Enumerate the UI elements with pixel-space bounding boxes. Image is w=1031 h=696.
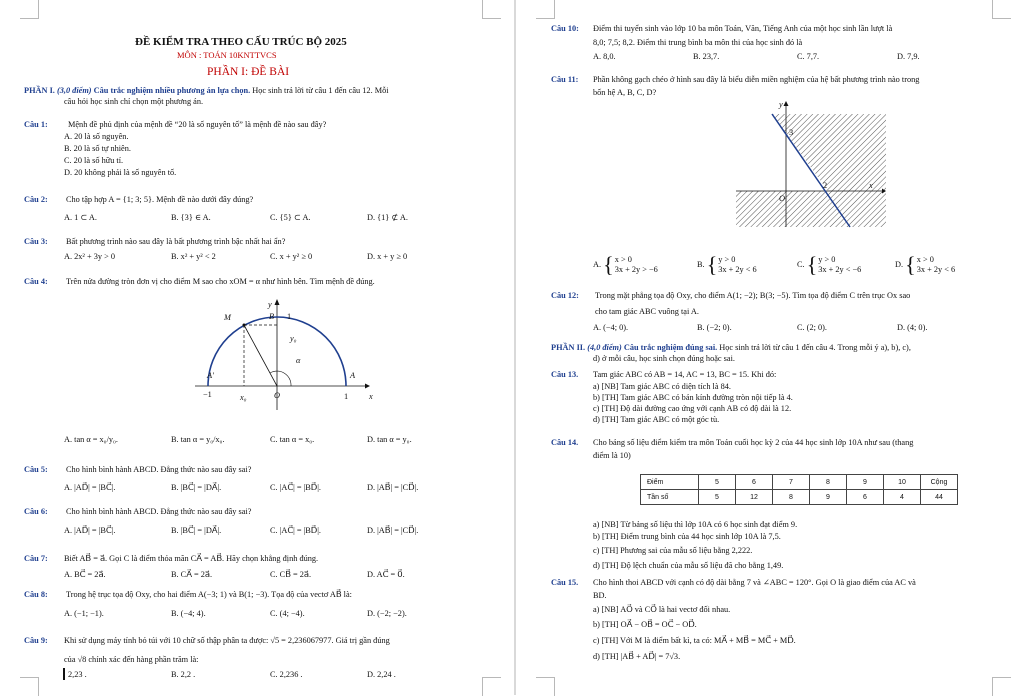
- q8-number: Câu 8:: [24, 590, 48, 599]
- q11-c-line2: 3x + 2y < −6: [818, 265, 862, 274]
- q8-option-c[interactable]: C. (4; −4).: [270, 609, 305, 618]
- q15-text: Cho hình thoi ABCD với cạnh có độ dài bằng 7 và ∠ABC = 120°. Gọi O là giao điểm của AC và: [593, 578, 916, 587]
- q11-option-a-letter: A.: [593, 259, 602, 269]
- hatched-right-region: [772, 114, 886, 191]
- inequality-region-graph: [736, 100, 886, 230]
- q4-option-d[interactable]: D. tan α = y₀.: [367, 435, 412, 444]
- fig-label-a: A: [350, 371, 356, 380]
- table-cell: 6: [847, 490, 884, 505]
- q11-option-d[interactable]: [895, 252, 956, 277]
- q4-option-a[interactable]: A. tan α = x₀/y₀.: [64, 435, 118, 444]
- q11-option-b[interactable]: [697, 252, 757, 277]
- crop-mark: [536, 0, 555, 19]
- q5-text: Cho hình bình hành ABCD. Đẳng thức nào sau đây sai?: [66, 465, 252, 474]
- q11-a-line1: x > 0: [614, 255, 632, 264]
- q13-item-d[interactable]: d) [TH] Tam giác ABC có một góc tù.: [593, 415, 720, 424]
- q4-number: Câu 4:: [24, 277, 48, 286]
- q9-option-d[interactable]: D. 2,24 .: [367, 670, 396, 679]
- q15-item-c[interactable]: c) [TH] Với M là điểm bất kì, ta có: MA⃗ + MB⃗ = MC⃗ + MD⃗.: [593, 636, 796, 645]
- fig-label-one-x: 1: [344, 392, 349, 401]
- system-lines: [818, 255, 861, 275]
- y-axis-arrow: [275, 299, 280, 305]
- q11-b-line2: 3x + 2y < 6: [718, 265, 757, 274]
- fig-label-o: O: [274, 391, 280, 400]
- q9-option-b[interactable]: B. 2,2 .: [171, 670, 196, 679]
- q12-text: Trong mặt phẳng tọa độ Oxy, cho điểm A(1; −2); B(3; −5). Tìm tọa độ điểm C trên trục Ox sao: [595, 291, 911, 300]
- q10-option-c[interactable]: C. 7,7.: [797, 52, 820, 61]
- table-cell: 12: [736, 490, 773, 505]
- q9-number: Câu 9:: [24, 636, 48, 645]
- q3-option-b[interactable]: B. x² + y² < 2: [171, 252, 216, 261]
- table-cell: 5: [699, 490, 736, 505]
- hatched-below-region: [736, 191, 886, 227]
- q4-text: Trên nửa đường tròn đơn vị cho điểm M sao cho xOM = α như hình bên. Tìm mệnh đề đúng.: [66, 277, 375, 286]
- page-title: ĐỀ KIỂM TRA THEO CẤU TRÚC BỘ 2025: [135, 36, 347, 48]
- q11-c-line1: y > 0: [818, 255, 836, 264]
- q6-option-d[interactable]: D. |AB⃗| = |CD⃗|.: [367, 526, 419, 535]
- part2-points: (4,0 điểm): [587, 343, 622, 352]
- q3-number: Câu 3:: [24, 237, 48, 246]
- q9-text: Khi sử dụng máy tính bỏ túi với 10 chữ số thập phân ta được: √5 = 2,236067977. Giá trị gần đúng: [64, 636, 390, 645]
- q13-text: Tam giác ABC có AB = 14, AC = 13, BC = 15. Khi đó:: [593, 370, 777, 379]
- table-row: [641, 475, 958, 490]
- q9-option-c[interactable]: C. 2,236 .: [270, 670, 303, 679]
- q6-option-c[interactable]: C. |AC⃗| = |BD⃗|.: [270, 526, 321, 535]
- q11-option-c[interactable]: [797, 252, 862, 277]
- q1-option-a[interactable]: A. 20 là số nguyên.: [64, 132, 129, 141]
- q11-b-line1: y > 0: [718, 255, 736, 264]
- q11-option-a[interactable]: [593, 252, 658, 277]
- fig-label-one-y: 1: [287, 312, 292, 321]
- table-row: [641, 490, 958, 505]
- q4-option-b[interactable]: B. tan α = y₀/x₀.: [171, 435, 225, 444]
- q5-option-a[interactable]: A. |AD⃗| = |BC⃗|.: [64, 483, 116, 492]
- system-lines: [917, 255, 955, 275]
- score-frequency-table: [640, 474, 958, 505]
- fig-label-b: B: [269, 312, 275, 321]
- table-header-cell: Tần số: [641, 490, 699, 505]
- q4-option-c[interactable]: C. tan α = x₀.: [270, 435, 315, 444]
- graph-label-x: x: [869, 181, 873, 190]
- part1-desc: Học sinh trả lời từ câu 1 đến câu 12. Mỗi: [252, 86, 389, 95]
- q10-text2: 8,0; 7,5; 8,2. Điểm thi trung bình ba môn thi của học sinh đó là: [593, 38, 803, 47]
- left-page: [0, 0, 515, 695]
- part2-desc2: d) ở mỗi câu, học sinh chọn đúng hoặc sai.: [593, 354, 735, 363]
- q10-option-d[interactable]: D. 7,9.: [897, 52, 920, 61]
- graph-label-o: O: [779, 194, 785, 203]
- graph-label-two: 2: [823, 181, 828, 190]
- table-cell: 9: [847, 475, 884, 490]
- q15-item-d[interactable]: d) [TH] |AB⃗ + AD⃗| = 7√3.: [593, 652, 681, 661]
- q13-item-b[interactable]: b) [TH] Tam giác ABC có bán kính đường tròn nội tiếp là 4.: [593, 393, 793, 402]
- q3-text: Bất phương trình nào sau đây là bất phương trình bậc nhất hai ẩn?: [66, 237, 286, 246]
- q1-number: Câu 1:: [24, 120, 48, 129]
- part1-desc2: câu hỏi học sinh chỉ chọn một phương án.: [64, 97, 204, 106]
- q10-text: Điểm thi tuyển sinh vào lớp 10 ba môn Toán, Văn, Tiếng Anh của một học sinh lần lượt là: [593, 24, 893, 33]
- q9-option-a[interactable]: 2,23 .: [68, 670, 87, 679]
- q7-text: Biết AB⃗ = a⃗. Gọi C là điểm thỏa mãn CA⃗ = AB⃗. Hãy chọn khẳng định đúng.: [64, 554, 319, 563]
- table-cell: 9: [810, 490, 847, 505]
- fig-label-m: M: [224, 313, 231, 322]
- part2-desc-bold: Câu trắc nghiệm đúng sai.: [623, 343, 718, 352]
- q12-option-b[interactable]: B. (−2; 0).: [697, 323, 732, 332]
- graph-label-y: y: [779, 100, 783, 109]
- q14-item-b[interactable]: b) [TH] Điểm trung bình của 44 học sinh lớp 10A là 7,5.: [593, 532, 781, 541]
- q2-option-d[interactable]: D. {1} ⊄ A.: [367, 213, 408, 222]
- q7-number: Câu 7:: [24, 554, 48, 563]
- q1-option-b[interactable]: B. 20 là số tự nhiên.: [64, 144, 131, 153]
- y-axis-arrow: [784, 101, 789, 106]
- q15-item-b[interactable]: b) [TH] OA⃗ − OB⃗ = OC⃗ − OD⃗.: [593, 620, 697, 629]
- q3-option-d[interactable]: D. x + y ≥ 0: [367, 252, 408, 261]
- part2-heading: PHẦN II.: [551, 343, 586, 352]
- q14-item-d[interactable]: d) [TH] Độ lệch chuẩn của mẫu số liệu đã cho bằng 1,49.: [593, 561, 784, 570]
- system-brace: {: [806, 252, 818, 277]
- system-lines: [615, 255, 658, 275]
- table-cell: 7: [773, 475, 810, 490]
- crop-mark: [482, 677, 501, 696]
- table-cell: 10: [884, 475, 921, 490]
- table-cell: 6: [736, 475, 773, 490]
- point-m: [243, 324, 246, 327]
- fig-label-minus-one: −1: [203, 390, 212, 399]
- q7-option-a[interactable]: A. BC⃗ = 2a⃗.: [64, 570, 106, 579]
- q9-text2: của √8 chính xác đến hàng phần trăm là:: [64, 655, 199, 664]
- q6-option-b[interactable]: B. |BC⃗| = |DA⃗|.: [171, 526, 222, 535]
- system-brace: {: [603, 252, 614, 277]
- q6-text: Cho hình bình hành ABCD. Đẳng thức nào sau đây sai?: [66, 507, 252, 516]
- q15-text2: BD.: [593, 591, 607, 600]
- q11-option-c-letter: C.: [797, 259, 805, 269]
- q7-option-c[interactable]: C. CB⃗ = 2a⃗.: [270, 570, 312, 579]
- q7-option-b[interactable]: B. CA⃗ = 2a⃗.: [171, 570, 213, 579]
- q11-text: Phần không gạch chéo ở hình sau đây là biểu diễn miền nghiệm của hệ bất phương trình nào trong: [593, 75, 920, 84]
- crop-mark: [536, 677, 555, 696]
- fig-label-y0: y₀: [290, 334, 297, 343]
- table-cell: 44: [921, 490, 958, 505]
- q12-number: Câu 12:: [551, 291, 579, 300]
- crop-mark: [992, 677, 1011, 696]
- q14-text2: điểm là 10): [593, 451, 631, 460]
- q5-number: Câu 5:: [24, 465, 48, 474]
- fig-label-x0: x₀: [240, 393, 247, 402]
- q2-option-a[interactable]: A. 1 ⊂ A.: [64, 213, 97, 222]
- q11-d-line2: 3x + 2y < 6: [916, 265, 956, 274]
- subject-line: MÔN : TOÁN 10KNTTVCS: [177, 50, 277, 60]
- system-brace: {: [706, 252, 718, 277]
- q2-text: Cho tập hợp A = {1; 3; 5}. Mệnh đề nào dưới đây đúng?: [66, 195, 254, 204]
- q8-option-d[interactable]: D. (−2; −2).: [367, 609, 407, 618]
- q10-number: Câu 10:: [551, 24, 579, 33]
- system-lines: [718, 255, 756, 275]
- part1-heading: PHẦN I.: [24, 86, 55, 95]
- q8-text: Trong hệ trục tọa độ Oxy, cho hai điểm A(−3; 1) và B(1; −3). Tọa độ của vectơ AB⃗ là:: [66, 590, 352, 599]
- q2-number: Câu 2:: [24, 195, 48, 204]
- fig-label-y: y: [268, 300, 272, 309]
- crop-mark: [20, 677, 39, 696]
- q10-option-a[interactable]: A. 8,0.: [593, 52, 616, 61]
- q11-d-line1: x > 0: [916, 255, 934, 264]
- system-brace: {: [905, 252, 916, 277]
- q1-text: Mệnh đề phủ định của mệnh đề “20 là số nguyên tố” là mệnh đề nào sau đây?: [68, 120, 327, 129]
- q6-number: Câu 6:: [24, 507, 48, 516]
- part1-instruction: [24, 86, 389, 96]
- table-cell: 8: [773, 490, 810, 505]
- q5-option-c[interactable]: C. |AC⃗| = |BD⃗|.: [270, 483, 321, 492]
- crop-mark: [482, 0, 501, 19]
- q1-option-c[interactable]: C. 20 là số hữu tỉ.: [64, 156, 124, 165]
- q11-option-d-letter: D.: [895, 259, 904, 269]
- q14-number: Câu 14.: [551, 438, 579, 447]
- part1-points: (3,0 điểm): [56, 86, 92, 95]
- q15-item-a[interactable]: a) [NB] AO⃗ và CO⃗ là hai vectơ đối nhau.: [593, 605, 731, 614]
- q5-option-d[interactable]: D. |AB⃗| = |CD⃗|.: [367, 483, 419, 492]
- table-header-cell: Điểm: [641, 475, 699, 490]
- table-cell: 4: [884, 490, 921, 505]
- table-cell: 8: [810, 475, 847, 490]
- x-axis-arrow: [365, 384, 370, 389]
- fig-label-x: x: [369, 392, 373, 401]
- q2-option-b[interactable]: B. {3} ∈ A.: [171, 213, 211, 222]
- q5-option-b[interactable]: B. |BC⃗| = |DA⃗|.: [171, 483, 222, 492]
- text-cursor: [63, 668, 65, 680]
- q3-option-a[interactable]: A. 2x² + 3y > 0: [64, 252, 116, 261]
- q10-option-b[interactable]: B. 23,7.: [693, 52, 720, 61]
- q11-a-line2: 3x + 2y > −6: [614, 265, 658, 274]
- graph-label-three: 3: [789, 128, 794, 137]
- crop-mark: [992, 0, 1011, 19]
- q11-text2: bốn hệ A, B, C, D?: [593, 88, 657, 97]
- table-cell: Cộng: [921, 475, 958, 490]
- table-cell: 5: [699, 475, 736, 490]
- q14-item-c[interactable]: c) [TH] Phương sai của mẫu số liệu bằng 2,222.: [593, 546, 753, 555]
- part1-desc-bold: Câu trắc nghiệm nhiều phương án lựa chọn.: [93, 86, 251, 95]
- part2-instruction: [551, 343, 911, 353]
- crop-mark: [20, 0, 39, 19]
- q8-option-a[interactable]: A. (−1; −1).: [64, 609, 104, 618]
- q12-option-c[interactable]: C. (2; 0).: [797, 323, 827, 332]
- q6-option-a[interactable]: A. |AD⃗| = |BC⃗|.: [64, 526, 116, 535]
- q2-option-c[interactable]: C. {5} ⊂ A.: [270, 213, 311, 222]
- q11-number: Câu 11:: [551, 75, 579, 84]
- q13-number: Câu 13.: [551, 370, 579, 379]
- fig-label-alpha: α: [296, 356, 301, 365]
- part2-desc: Học sinh trả lời từ câu 1 đến câu 4. Trong mỗi ý a), b), c),: [719, 343, 911, 352]
- q11-option-b-letter: B.: [697, 259, 705, 269]
- q12-option-a[interactable]: A. (−4; 0).: [593, 323, 629, 332]
- q3-option-c[interactable]: C. x + y² ≥ 0: [270, 252, 313, 261]
- q7-option-d[interactable]: D. AC⃗ = 0⃗.: [367, 570, 405, 579]
- q14-item-a[interactable]: a) [NB] Từ bảng số liệu thì lớp 10A có 6 học sinh đạt điểm 9.: [593, 520, 798, 529]
- q13-item-a[interactable]: a) [NB] Tam giác ABC có diện tích là 84.: [593, 382, 731, 391]
- q1-option-d[interactable]: D. 20 không phải là số nguyên tố.: [64, 168, 177, 177]
- part1-title: PHẦN I: ĐỀ BÀI: [207, 66, 290, 78]
- q8-option-b[interactable]: B. (−4; 4).: [171, 609, 206, 618]
- q12-text2: cho tam giác ABC vuông tại A.: [595, 307, 699, 316]
- om-segment: [244, 325, 277, 386]
- q13-item-c[interactable]: c) [TH] Độ dài đường cao ứng với cạnh AB có độ dài là 12.: [593, 404, 792, 413]
- q15-number: Câu 15.: [551, 578, 579, 587]
- q12-option-d[interactable]: D. (4; 0).: [897, 323, 928, 332]
- q14-text: Cho bảng số liệu điểm kiểm tra môn Toán cuối học kỳ 2 của 44 học sinh lớp 10A như sau (thang: [593, 438, 914, 447]
- fig-label-a-prime: A′: [207, 371, 214, 380]
